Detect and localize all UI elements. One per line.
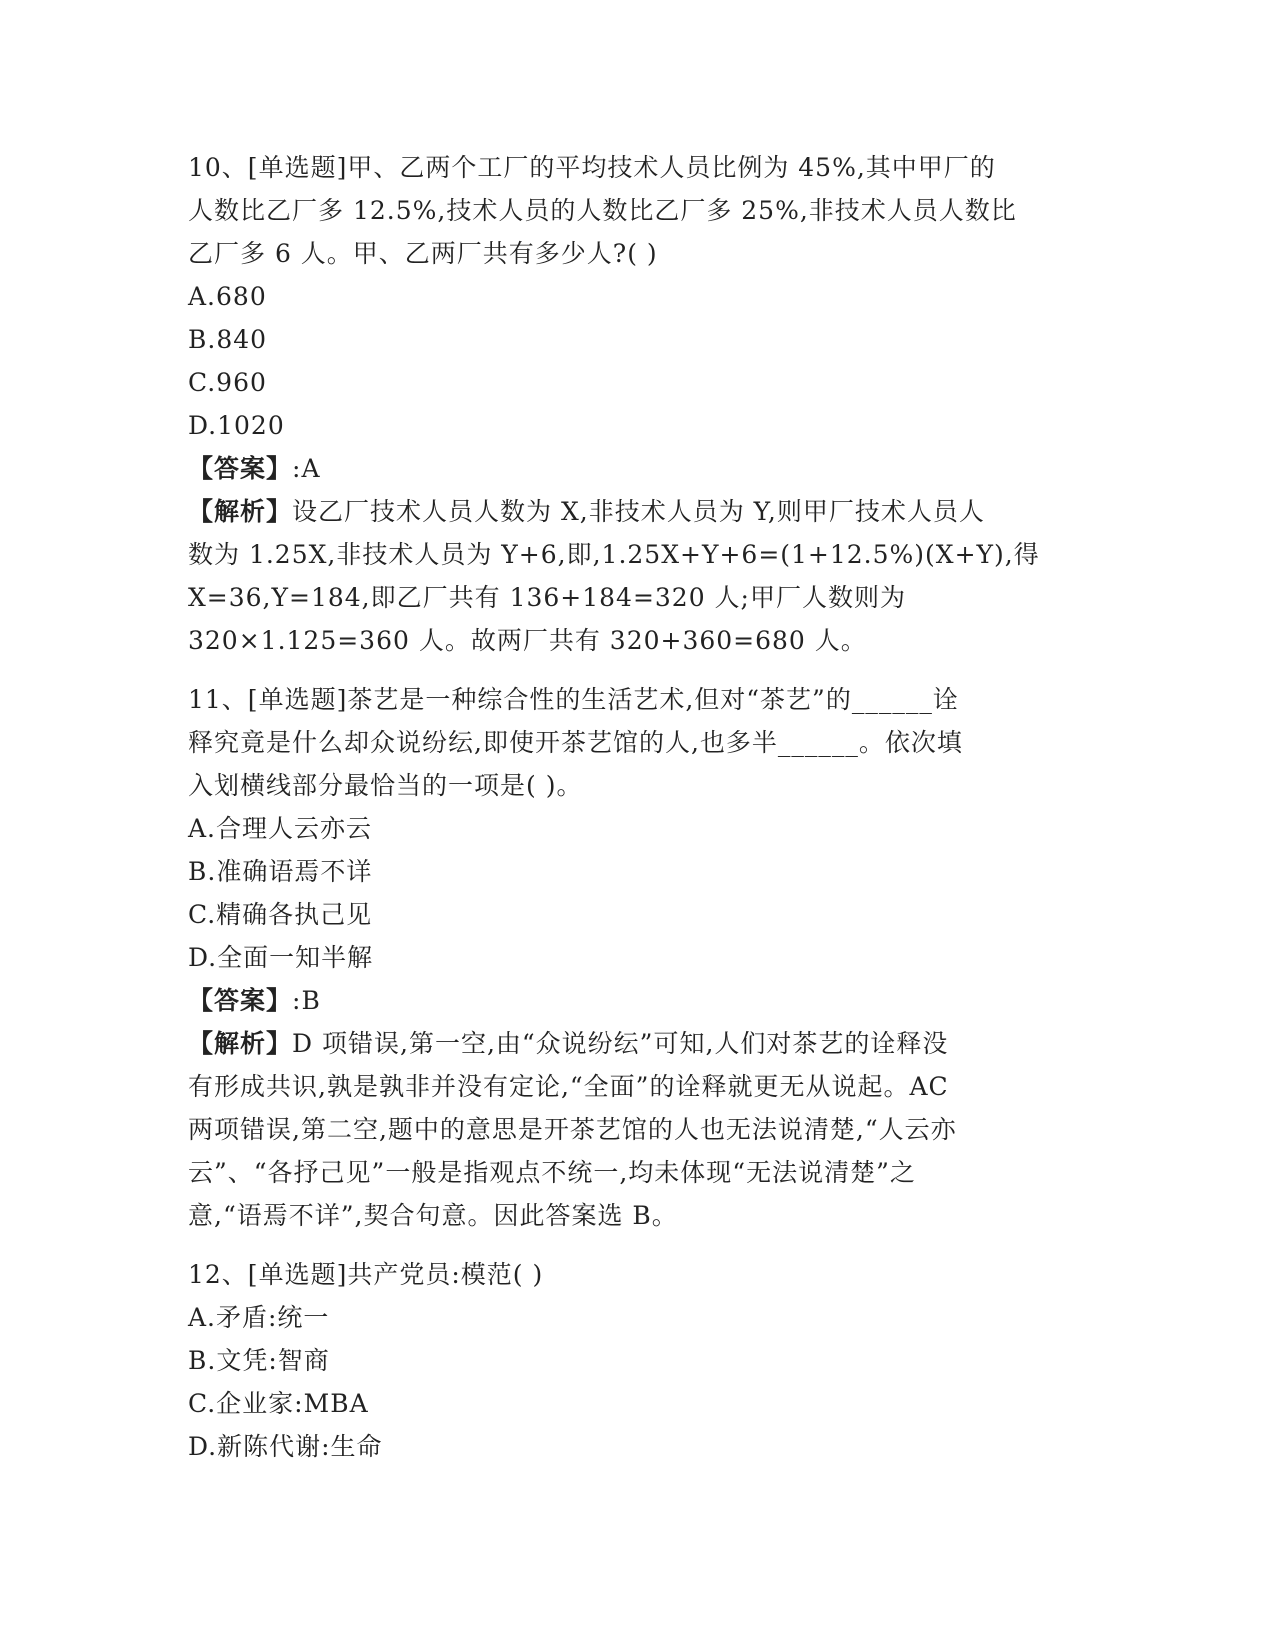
analysis-line: 数为 1.25X,非技术人员为 Y+6,即,1.25X+Y+6=(1+12.5%)(X+Y),得 (188, 540, 1040, 569)
analysis-line: 320×1.125=360 人。故两厂共有 320+360=680 人。 (188, 626, 867, 655)
option-c: C.960 (188, 368, 267, 397)
question-stem-line: 乙厂多 6 人。甲、乙两厂共有多少人?( ) (188, 239, 658, 268)
option-c: C.企业家:MBA (188, 1389, 369, 1418)
answer-line (188, 979, 1088, 1022)
question-stem-line: 11、[单选题]茶艺是一种综合性的生活艺术,但对“茶艺”的______诠 (188, 685, 959, 714)
option-c: C.精确各执己见 (188, 900, 373, 929)
option-d: D.新陈代谢:生命 (188, 1432, 383, 1461)
answer-value: :B (292, 986, 321, 1015)
document-page (188, 146, 1088, 1484)
analysis-line (188, 1022, 1088, 1065)
analysis-text: 设乙厂技术人员人数为 X,非技术人员为 Y,则甲厂技术人员人 (292, 497, 985, 526)
option-d: D.1020 (188, 411, 285, 440)
option-b: B.文凭:智商 (188, 1346, 330, 1375)
question-11 (188, 678, 1088, 1237)
analysis-line: X=36,Y=184,即乙厂共有 136+184=320 人;甲厂人数则为 (188, 583, 906, 612)
option-a: A.矛盾:统一 (188, 1303, 330, 1332)
answer-value: :A (292, 454, 321, 483)
analysis-tag: 【解析】 (188, 1029, 293, 1058)
analysis-line (188, 490, 1088, 533)
answer-tag: 【答案】 (188, 986, 293, 1015)
question-stem-line: 12、[单选题]共产党员:模范( ) (188, 1260, 544, 1289)
question-stem-line: 释究竟是什么却众说纷纭,即使开茶艺馆的人,也多半______。依次填 (188, 728, 963, 757)
question-10 (188, 146, 1088, 662)
option-b: B.840 (188, 325, 268, 354)
analysis-text: D 项错误,第一空,由“众说纷纭”可知,人们对茶艺的诠释没 (292, 1029, 949, 1058)
question-stem-line: 10、[单选题]甲、乙两个工厂的平均技术人员比例为 45%,其中甲厂的 (188, 153, 996, 182)
option-a: A.680 (188, 282, 267, 311)
option-b: B.准确语焉不详 (188, 857, 373, 886)
analysis-line: 云”、“各抒己见”一般是指观点不统一,均未体现“无法说清楚”之 (188, 1158, 916, 1187)
option-a: A.合理人云亦云 (188, 814, 373, 843)
answer-line (188, 447, 1088, 490)
analysis-line: 两项错误,第二空,题中的意思是开茶艺馆的人也无法说清楚,“人云亦 (188, 1115, 957, 1144)
answer-tag: 【答案】 (188, 454, 293, 483)
question-stem-line: 人数比乙厂多 12.5%,技术人员的人数比乙厂多 25%,非技术人员人数比 (188, 196, 1017, 225)
question-stem-line: 入划横线部分最恰当的一项是( )。 (188, 771, 583, 800)
option-d: D.全面一知半解 (188, 943, 374, 972)
analysis-tag: 【解析】 (188, 497, 293, 526)
question-12 (188, 1253, 1088, 1468)
analysis-line: 意,“语焉不详”,契合句意。因此答案选 B。 (188, 1201, 678, 1230)
analysis-line: 有形成共识,孰是孰非并没有定论,“全面”的诠释就更无从说起。AC (188, 1072, 949, 1101)
